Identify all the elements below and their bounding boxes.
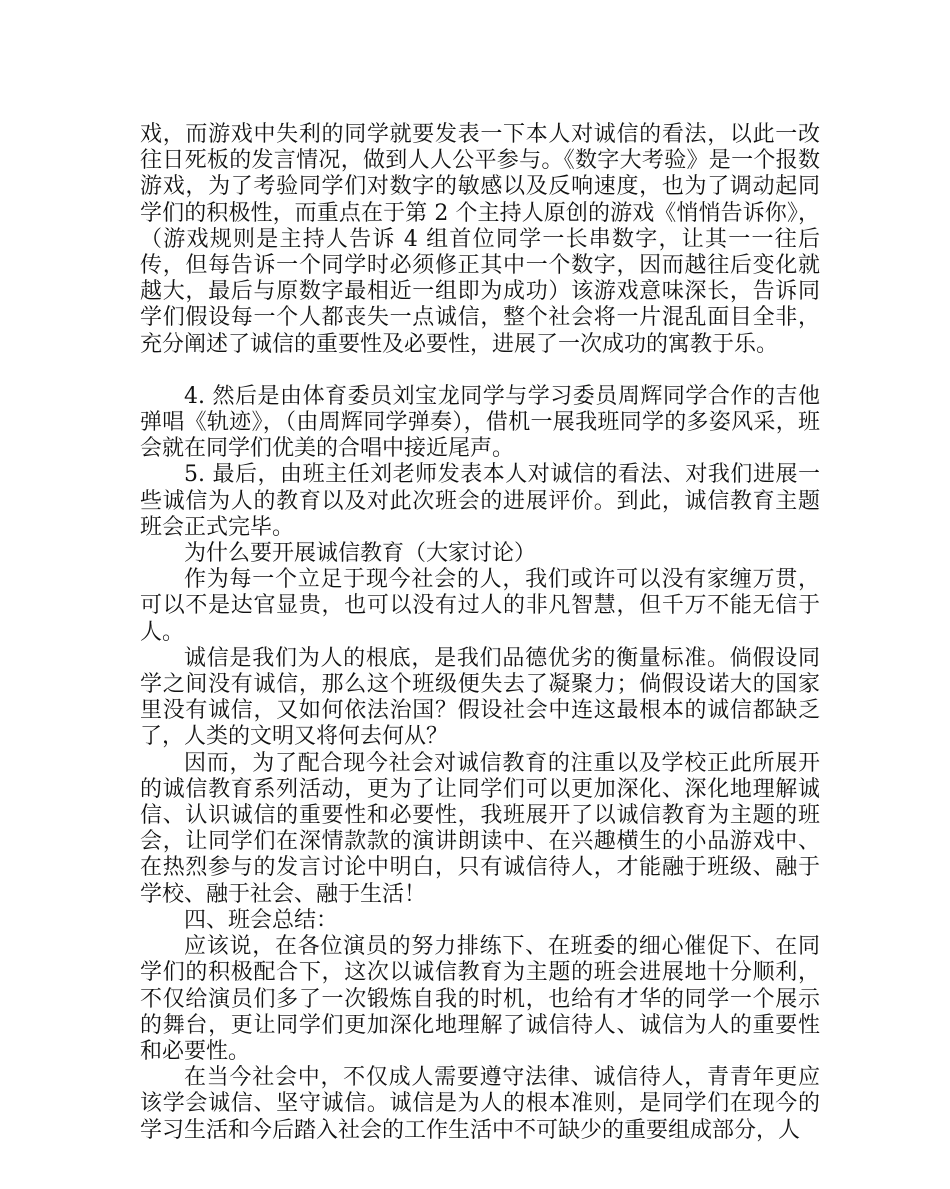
paragraph-teacher-evaluation: 5. 最后，由班主任刘老师发表本人对诚信的看法、对我们进展一些诚信为人的教育以及对此次班会的进展评价。到此，诚信教育主题班会正式完毕。: [140, 462, 820, 540]
document-page: [140, 122, 820, 1144]
paragraph-integrity-essential: 作为每一个立足于现今社会的人，我们或许可以没有家缠万贯，可以不是达官显贵，也可以没有过人的非凡智慧，但千万不能无信于人。: [140, 567, 820, 645]
paragraph-gap: [140, 358, 820, 384]
paragraph-society-integrity: 在当今社会中，不仅成人需要遵守法律、诚信待人，青青年更应该学会诚信、坚守诚信。诚信是为人的根本准则，是同学们在现今的学习生活和今后踏入社会的工作生活中不可缺少的重要组成部分，人: [140, 1065, 820, 1143]
section-heading-why-integrity: 为什么要开展诚信教育（大家讨论）: [184, 541, 537, 567]
paragraph-guitar-performance: 4. 然后是由体育委员刘宝龙同学与学习委员周辉同学合作的吉他弹唱《轨迹》，（由周辉同学弹奏），借机一展我班同学的多姿风采，班会就在同学们优美的合唱中接近尾声。: [140, 383, 820, 462]
paragraph-summary: 应该说，在各位演员的努力排练下、在班委的细心催促下、在同学们的积极配合下，这次以诚信教育为主题的班会进展地十分顺利，不仅给演员们多了一次锻炼自我的时机，也给有才华的同学一个展示的舞台，更让同学们更加深化地理解了诚信待人、诚信为人的重要性和必要性。: [140, 934, 820, 1064]
paragraph-integrity-foundation: 诚信是我们为人的根底，是我们品德优劣的衡量标准。倘假设同学之间没有诚信，那么这个班级便失去了凝聚力；倘假设诺大的国家里没有诚信，又如何依法治国？假设社会中连这最根本的诚信都缺乏了，人类的文明又将何去何从？: [140, 645, 820, 750]
paragraph-game-description: 戏，而游戏中失利的同学就要发表一下本人对诚信的看法，以此一改往日死板的发言情况，做到人人公平参与。《数字大考验》是一个报数游戏，为了考验同学们对数字的敏感以及反响速度，也为了调动起同学们的积极性，而重点在于第 2 个主持人原创的游戏《悄悄告诉你》，（游戏规则是主持人告诉 4 组首位同学一长串数字，让其一一往后传，但每告诉一个同学时必须修正其中一个数字，因而越往后变化就越大，最后与原数字最相近一组即为成功）该游戏意味深长，告诉同学们假设每一个人都丧失一点诚信，整个社会将一片混乱面目全非，充分阐述了诚信的重要性及必要性，进展了一次成功的寓教于乐。: [140, 122, 820, 357]
paragraph-class-meeting-purpose: 因而，为了配合现今社会对诚信教育的注重以及学校正此所展开的诚信教育系列活动，更为了让同学们可以更加深化、深化地理解诚信、认识诚信的重要性和必要性，我班展开了以诚信教育为主题的班会，让同学们在深情款款的演讲朗读中、在兴趣横生的小品游戏中、在热烈参与的发言讨论中明白，只有诚信待人，才能融于班级、融于学校、融于社会、融于生活！: [140, 750, 820, 907]
section-heading-summary: 四、班会总结：: [184, 907, 339, 933]
